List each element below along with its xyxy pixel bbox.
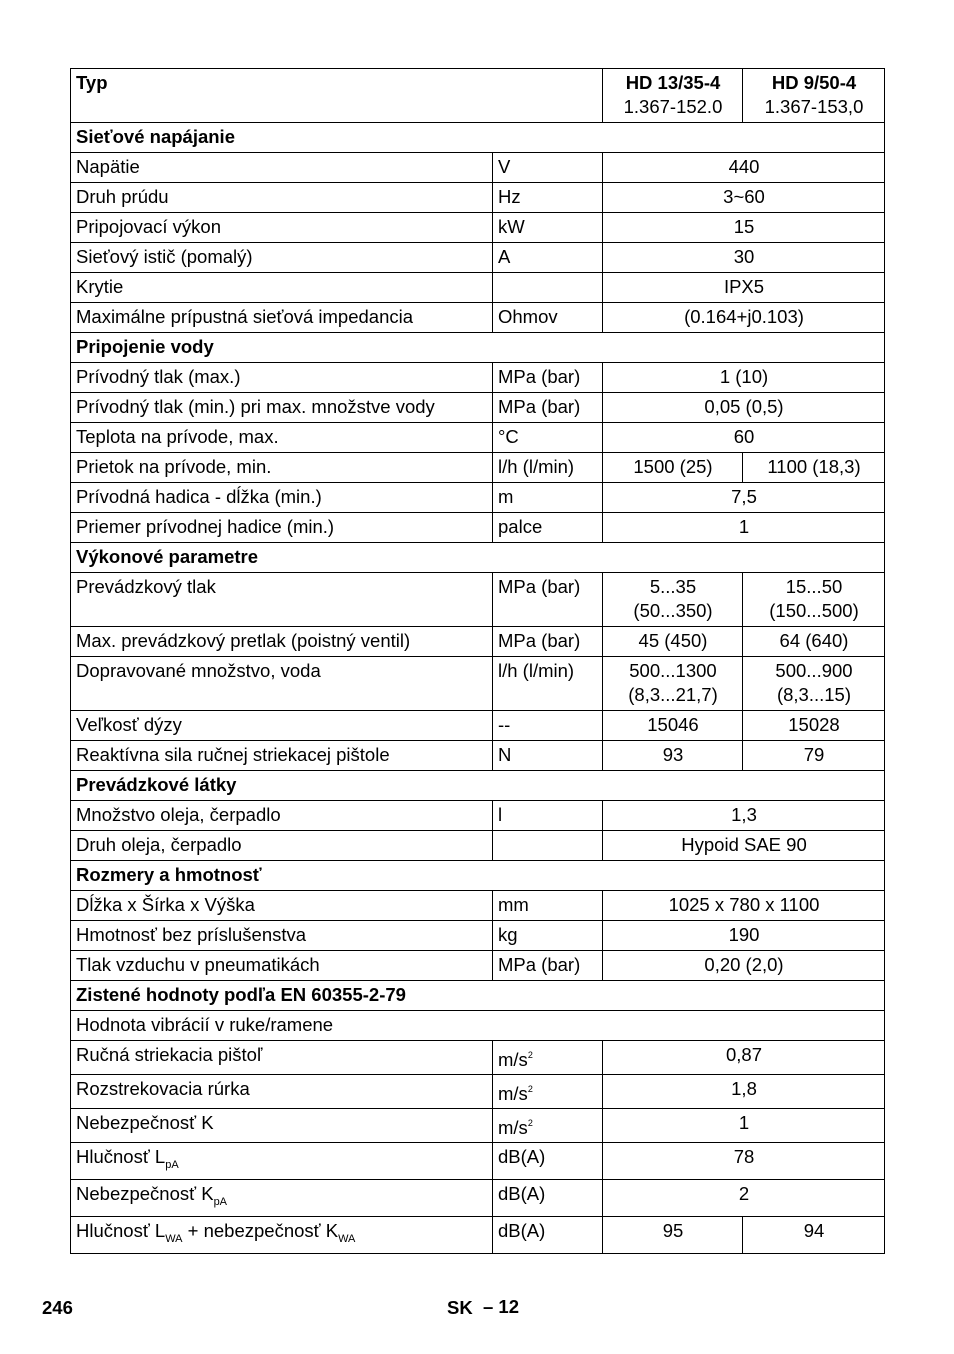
row-value-model1: 95	[603, 1217, 743, 1254]
row-value: IPX5	[603, 273, 885, 303]
table-row	[71, 1075, 885, 1109]
label-text: + nebezpečnosť K	[182, 1220, 339, 1241]
row-value: 2	[603, 1180, 885, 1217]
table-row	[71, 183, 885, 213]
section-title-power: Sieťové napájanie	[71, 123, 885, 153]
row-label: Max. prevádzkový pretlak (poistný ventil)	[71, 627, 493, 657]
section-header	[71, 333, 885, 363]
row-unit: MPa (bar)	[493, 573, 603, 627]
section-title-water: Pripojenie vody	[71, 333, 885, 363]
row-value: 1,8	[603, 1075, 885, 1109]
table-row	[71, 831, 885, 861]
section-title-fluids: Prevádzkové látky	[71, 771, 885, 801]
row-unit: --	[493, 711, 603, 741]
section-title-dimensions: Rozmery a hmotnosť	[71, 861, 885, 891]
row-value: (0.164+j0.103)	[603, 303, 885, 333]
table-row	[71, 243, 885, 273]
model2-code: 1.367-153,0	[764, 96, 864, 117]
row-value-model2: 64 (640)	[743, 627, 885, 657]
row-value: 78	[603, 1143, 885, 1180]
row-value: 0,20 (2,0)	[603, 951, 885, 981]
row-unit: kg	[493, 921, 603, 951]
typ-label: Typ	[71, 69, 603, 123]
row-unit: V	[493, 153, 603, 183]
row-label: Prívodná hadica - dĺžka (min.)	[71, 483, 493, 513]
section-page-number: – 12	[483, 1296, 520, 1317]
row-label: Prívodný tlak (max.)	[71, 363, 493, 393]
row-value-model1: 45 (450)	[603, 627, 743, 657]
table-row	[71, 1217, 885, 1254]
section-header	[71, 981, 885, 1011]
table-row	[71, 1143, 885, 1180]
row-unit: dB(A)	[493, 1143, 603, 1180]
label-text: Hlučnosť L	[76, 1146, 166, 1167]
table-row	[71, 213, 885, 243]
row-value: 7,5	[603, 483, 885, 513]
model1-name: HD 13/35-4	[625, 72, 721, 93]
row-value: 440	[603, 153, 885, 183]
label-subscript: WA	[165, 1233, 183, 1245]
row-value: Hypoid SAE 90	[603, 831, 885, 861]
table-row	[71, 657, 885, 711]
table-row	[71, 1109, 885, 1143]
label-subscript: pA	[213, 1196, 228, 1208]
page-number: 246	[42, 1297, 73, 1318]
row-value-model2: 15028	[743, 711, 885, 741]
header-row	[71, 69, 885, 123]
table-row	[71, 273, 885, 303]
unit-exponent: 2	[527, 1050, 533, 1060]
row-label: Teplota na prívode, max.	[71, 423, 493, 453]
row-unit	[493, 831, 603, 861]
section-header	[71, 861, 885, 891]
value-line: (8,3...15)	[776, 684, 852, 705]
row-unit	[493, 1109, 603, 1143]
row-unit	[493, 1041, 603, 1075]
row-unit: A	[493, 243, 603, 273]
technical-data-table	[70, 68, 885, 1254]
row-label: Rozstrekovacia rúrka	[71, 1075, 493, 1109]
vibration-label: Hodnota vibrácií v ruke/ramene	[71, 1011, 885, 1041]
row-value-model1: 15046	[603, 711, 743, 741]
row-label: Priemer prívodnej hadice (min.)	[71, 513, 493, 543]
row-unit	[493, 273, 603, 303]
row-unit: m	[493, 483, 603, 513]
value-line: 15...50	[785, 576, 843, 597]
row-value-model1: 93	[603, 741, 743, 771]
table-row	[71, 1041, 885, 1075]
value-line: (8,3...21,7)	[628, 684, 718, 705]
table-row	[71, 303, 885, 333]
table-row	[71, 453, 885, 483]
model2-name: HD 9/50-4	[771, 72, 857, 93]
table-row	[71, 1011, 885, 1041]
section-title-measured: Zistené hodnoty podľa EN 60355-2-79	[71, 981, 885, 1011]
row-unit: dB(A)	[493, 1217, 603, 1254]
label-text: Nebezpečnosť K	[76, 1183, 214, 1204]
row-value: 60	[603, 423, 885, 453]
row-unit: l/h (l/min)	[493, 453, 603, 483]
row-value: 0,87	[603, 1041, 885, 1075]
row-label: Prevádzkový tlak	[71, 573, 493, 627]
section-title-performance: Výkonové parametre	[71, 543, 885, 573]
section-header	[71, 771, 885, 801]
table-row	[71, 891, 885, 921]
row-value: 190	[603, 921, 885, 951]
row-value: 30	[603, 243, 885, 273]
table-row	[71, 393, 885, 423]
row-unit: MPa (bar)	[493, 363, 603, 393]
table-row	[71, 573, 885, 627]
row-label: Veľkosť dýzy	[71, 711, 493, 741]
row-value-model2: 1100 (18,3)	[743, 453, 885, 483]
row-unit: MPa (bar)	[493, 393, 603, 423]
unit-exponent: 2	[527, 1084, 533, 1094]
row-value: 15	[603, 213, 885, 243]
row-label: Nebezpečnosť K	[71, 1109, 493, 1143]
row-unit: palce	[493, 513, 603, 543]
row-value: 1,3	[603, 801, 885, 831]
row-label: Množstvo oleja, čerpadlo	[71, 801, 493, 831]
row-unit: N	[493, 741, 603, 771]
row-value: 1025 x 780 x 1100	[603, 891, 885, 921]
row-label: Hmotnosť bez príslušenstva	[71, 921, 493, 951]
row-unit: kW	[493, 213, 603, 243]
row-label: Dopravované množstvo, voda	[71, 657, 493, 711]
row-label: Sieťový istič (pomalý)	[71, 243, 493, 273]
row-label: Pripojovací výkon	[71, 213, 493, 243]
row-value-model1	[603, 573, 743, 627]
row-label: Reaktívna sila ručnej striekacej pištole	[71, 741, 493, 771]
model2-header	[743, 69, 885, 123]
value-line: (150...500)	[769, 600, 859, 621]
row-unit: dB(A)	[493, 1180, 603, 1217]
row-unit: MPa (bar)	[493, 627, 603, 657]
row-unit: MPa (bar)	[493, 951, 603, 981]
table-row	[71, 711, 885, 741]
table-row	[71, 921, 885, 951]
unit-exponent: 2	[527, 1118, 533, 1128]
row-label: Krytie	[71, 273, 493, 303]
table-row	[71, 951, 885, 981]
row-value-model1: 1500 (25)	[603, 453, 743, 483]
value-line: (50...350)	[633, 600, 713, 621]
row-label: Ručná striekacia pištoľ	[71, 1041, 493, 1075]
unit-base: m/s	[498, 1049, 528, 1070]
table-row	[71, 423, 885, 453]
label-subscript: pA	[165, 1159, 179, 1171]
row-value-model2	[743, 573, 885, 627]
row-label: Tlak vzduchu v pneumatikách	[71, 951, 493, 981]
row-unit: Hz	[493, 183, 603, 213]
table-row	[71, 513, 885, 543]
row-value-model2	[743, 657, 885, 711]
row-label: Prívodný tlak (min.) pri max. množstve vody	[71, 393, 493, 423]
section-header	[71, 123, 885, 153]
row-unit: l	[493, 801, 603, 831]
unit-base: m/s	[498, 1083, 528, 1104]
row-label	[71, 1143, 493, 1180]
table-row	[71, 1180, 885, 1217]
label-text: Hlučnosť L	[76, 1220, 166, 1241]
table-row	[71, 363, 885, 393]
value-line: 500...1300	[629, 660, 717, 681]
row-value-model2: 79	[743, 741, 885, 771]
table-row	[71, 153, 885, 183]
table-row	[71, 741, 885, 771]
row-label: Maximálne prípustná sieťová impedancia	[71, 303, 493, 333]
model1-code: 1.367-152.0	[623, 96, 723, 117]
row-label	[71, 1180, 493, 1217]
row-unit: °C	[493, 423, 603, 453]
value-line: 500...900	[775, 660, 853, 681]
table-row	[71, 801, 885, 831]
row-value: 1	[603, 513, 885, 543]
model1-header	[603, 69, 743, 123]
value-line: 5...35	[649, 576, 697, 597]
row-unit	[493, 1075, 603, 1109]
row-value: 1 (10)	[603, 363, 885, 393]
language-code: SK	[447, 1297, 473, 1318]
unit-base: m/s	[498, 1117, 528, 1138]
row-label: Prietok na prívode, min.	[71, 453, 493, 483]
row-value: 0,05 (0,5)	[603, 393, 885, 423]
table-row	[71, 627, 885, 657]
label-subscript: WA	[338, 1233, 356, 1245]
row-unit: mm	[493, 891, 603, 921]
section-header	[71, 543, 885, 573]
row-unit: Ohmov	[493, 303, 603, 333]
row-label	[71, 1217, 493, 1254]
row-label: Druh oleja, čerpadlo	[71, 831, 493, 861]
row-label: Druh prúdu	[71, 183, 493, 213]
row-value: 1	[603, 1109, 885, 1143]
row-unit: l/h (l/min)	[493, 657, 603, 711]
table-row	[71, 483, 885, 513]
row-value-model1	[603, 657, 743, 711]
row-label: Napätie	[71, 153, 493, 183]
row-value: 3~60	[603, 183, 885, 213]
row-value-model2: 94	[743, 1217, 885, 1254]
row-label: Dĺžka x Šírka x Výška	[71, 891, 493, 921]
